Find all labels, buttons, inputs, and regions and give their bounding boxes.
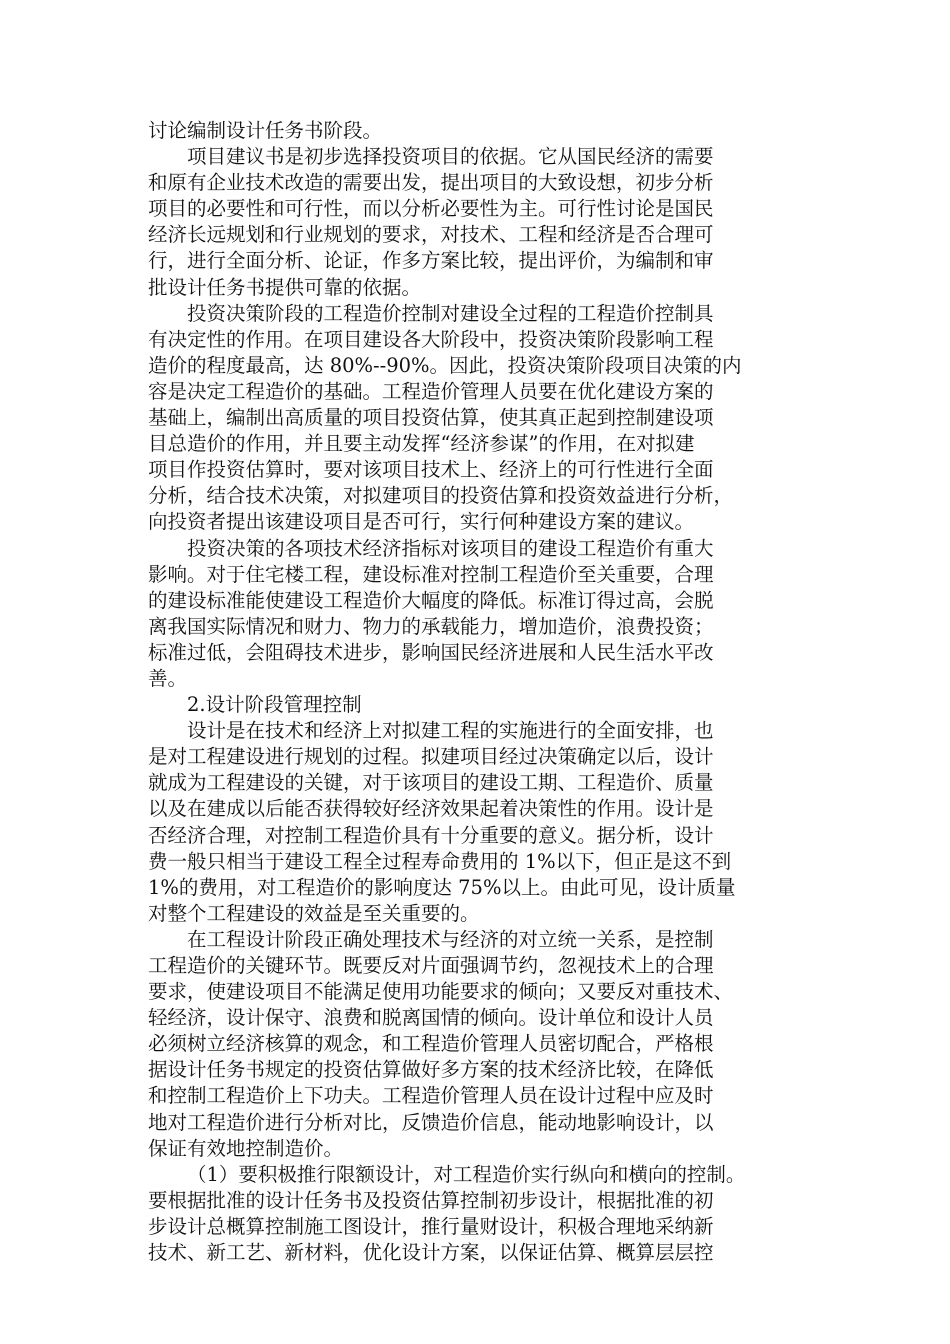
text-line: 离我国实际情况和财力、物力的承载能力，增加造价，浪费投资； — [148, 614, 714, 638]
text-line: 在工程设计阶段正确处理技术与经济的对立统一关系，是控制 — [187, 927, 714, 951]
text-line: 技术、新工艺、新材料，优化设计方案，以保证估算、概算层层控 — [148, 1241, 714, 1265]
text-line: 费一般只相当于建设工程全过程寿命费用的 1%以下，但正是这不到 — [148, 849, 732, 873]
text-line: 批设计任务书提供可靠的依据。 — [148, 275, 422, 299]
text-line: 要根据批准的设计任务书及投资估算控制初步设计，根据批准的初 — [148, 1188, 714, 1212]
text-line: 造价的程度最高，达 80%--90%。因此，投资决策阶段项目决策的内 — [148, 353, 742, 377]
text-line: 轻经济，设计保守、浪费和脱离国情的倾向。设计单位和设计人员 — [148, 1006, 714, 1030]
text-line: 必须树立经济核算的观念，和工程造价管理人员密切配合，严格根 — [148, 1032, 714, 1056]
text-line: 基础上，编制出高质量的项目投资估算，使其真正起到控制建设项 — [148, 406, 714, 430]
text-line: 保证有效地控制造价。 — [148, 1136, 344, 1160]
text-line: 的建设标准能使建设工程造价大幅度的降低。标准订得过高，会脱 — [148, 588, 714, 612]
text-line: 以及在建成以后能否获得较好经济效果起着决策性的作用。设计是 — [148, 797, 714, 821]
text-line: 是对工程建设进行规划的过程。拟建项目经过决策确定以后，设计 — [148, 745, 714, 769]
text-line: 经济长远规划和行业规划的要求，对技术、工程和经济是否合理可 — [148, 223, 714, 247]
text-line: 项目作投资估算时，要对该项目技术上、经济上的可行性进行全面 — [148, 458, 714, 482]
text-line: 和原有企业技术改造的需要出发，提出项目的大致设想，初步分析 — [148, 171, 714, 195]
text-line: （1）要积极推行限额设计，对工程造价实行纵向和横向的控制。 — [187, 1162, 746, 1186]
text-line: 善。 — [148, 666, 188, 690]
text-line: 容是决定工程造价的基础。工程造价管理人员要在优化建设方案的 — [148, 379, 714, 403]
text-line: 据设计任务书规定的投资估算做好多方案的技术经济比较，在降低 — [148, 1058, 714, 1082]
text-line: 2.设计阶段管理控制 — [187, 693, 362, 717]
text-line: 要求，使建设项目不能满足使用功能要求的倾向；又要反对重技术、 — [148, 980, 734, 1004]
text-line: 工程造价的关键环节。既要反对片面强调节约，忽视技术上的合理 — [148, 954, 714, 977]
text-line: 地对工程造价进行分析对比，反馈造价信息，能动地影响设计，以 — [148, 1110, 714, 1134]
text-line: 讨论编制设计任务书阶段。 — [148, 119, 383, 142]
text-line: 对整个工程建设的效益是至关重要的。 — [148, 901, 480, 925]
text-line: 否经济合理，对控制工程造价具有十分重要的意义。据分析，设计 — [148, 823, 714, 847]
text-line: 分析，结合技术决策，对拟建项目的投资估算和投资效益进行分析， — [148, 484, 734, 508]
text-line: 项目的必要性和可行性，而以分析必要性为主。可行性讨论是国民 — [148, 197, 714, 221]
text-line: 投资决策阶段的工程造价控制对建设全过程的工程造价控制具 — [187, 301, 714, 325]
text-line: 和控制工程造价上下功夫。工程造价管理人员在设计过程中应及时 — [148, 1084, 714, 1108]
text-line: 设计是在技术和经济上对拟建工程的实施进行的全面安排，也 — [187, 719, 714, 743]
text-line: 目总造价的作用，并且要主动发挥“经济参谋”的作用，在对拟建 — [148, 432, 695, 456]
text-line: 1%的费用，对工程造价的影响度达 75%以上。由此可见，设计质量 — [148, 875, 736, 899]
document-body — [148, 118, 828, 1266]
text-line: 影响。对于住宅楼工程，建设标准对控制工程造价至关重要，合理 — [148, 562, 714, 586]
text-line: 标准过低，会阻碍技术进步，影响国民经济进展和人民生活水平改 — [148, 640, 714, 664]
text-line: 有决定性的作用。在项目建设各大阶段中，投资决策阶段影响工程 — [148, 327, 714, 351]
text-line: 投资决策的各项技术经济指标对该项目的建设工程造价有重大 — [187, 536, 714, 560]
text-line: 行，进行全面分析、论证，作多方案比较，提出评价，为编制和审 — [148, 249, 714, 273]
text-line: 步设计总概算控制施工图设计，推行量财设计，积极合理地采纳新 — [148, 1214, 714, 1238]
text-line: 就成为工程建设的关键，对于该项目的建设工期、工程造价、质量 — [148, 771, 714, 795]
text-line: 项目建议书是初步选择投资项目的依据。它从国民经济的需要 — [187, 145, 714, 169]
text-line: 向投资者提出该建设项目是否可行，实行何种建设方案的建议。 — [148, 510, 695, 534]
